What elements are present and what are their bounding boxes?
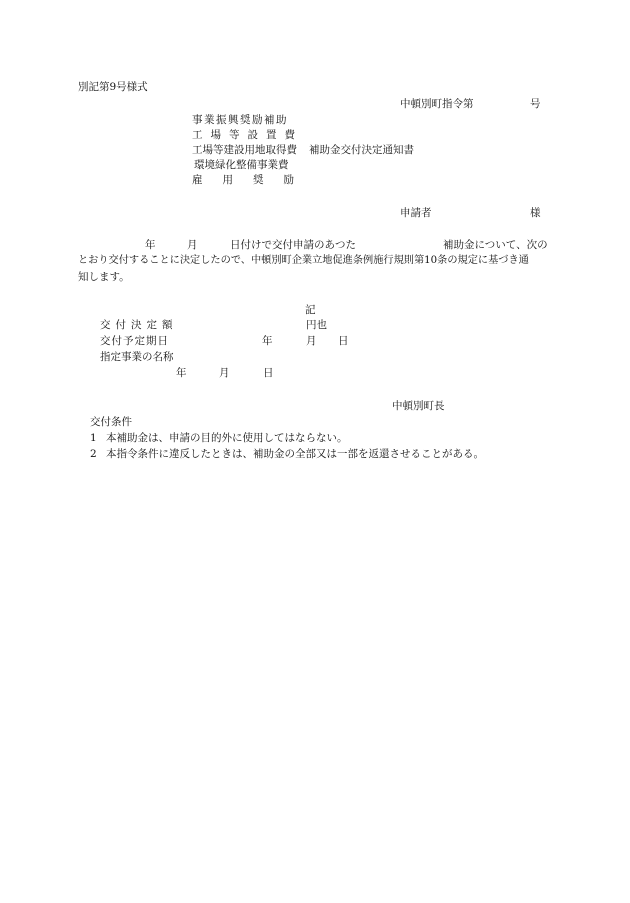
condition-2-number: 2 xyxy=(90,448,97,460)
doc-number-prefix: 中頓別町指令第 xyxy=(400,98,474,110)
amount-label: 交付決定額 xyxy=(100,319,178,331)
doc-number-suffix: 号 xyxy=(530,98,541,110)
project-label: 指定事業の名称 xyxy=(100,351,174,363)
title-line-5: 雇用奨励 xyxy=(192,174,314,186)
schedule-label: 交付予定期日 xyxy=(100,335,169,347)
condition-1-number: 1 xyxy=(90,432,97,444)
title-line-4: 環境緑化整備事業費 xyxy=(194,159,289,171)
body-line-2: とおり交付することに決定したので、中頓別町企業立地促進条例施行規則第10条の規定に基づき通 xyxy=(78,255,529,266)
schedule-month: 月 xyxy=(306,335,317,347)
body-subsidy-text: 補助金について、次の xyxy=(443,239,548,251)
applicant-label: 申請者 xyxy=(400,207,432,219)
schedule-day: 日 xyxy=(338,335,349,347)
body-date-text: 日付けで交付申請のあつた xyxy=(230,239,356,251)
document-title: 補助金交付決定通知書 xyxy=(309,144,414,156)
condition-2-text: 本指令条件に違反したときは、補助金の全部又は一部を返還させることがある。 xyxy=(106,448,484,460)
record-mark: 記 xyxy=(305,304,316,316)
issue-month: 月 xyxy=(219,367,230,379)
issuer: 中頓別町長 xyxy=(392,400,445,412)
title-line-2: 工場等設置費 xyxy=(192,129,303,141)
issue-day: 日 xyxy=(263,367,274,379)
issue-year: 年 xyxy=(176,367,187,379)
applicant-honorific: 様 xyxy=(530,207,541,219)
condition-1-text: 本補助金は、申請の目的外に使用してはならない。 xyxy=(106,432,348,444)
title-line-3: 工場等建設用地取得費 xyxy=(192,144,297,156)
conditions-heading: 交付条件 xyxy=(90,416,132,428)
title-line-1: 事業振興奨励補助 xyxy=(192,114,288,126)
body-month: 月 xyxy=(187,239,198,251)
body-year: 年 xyxy=(145,239,156,251)
form-label: 別記第9号様式 xyxy=(78,81,148,93)
schedule-year: 年 xyxy=(262,335,273,347)
body-line-3: 知します。 xyxy=(78,271,130,283)
amount-unit: 円也 xyxy=(306,319,327,331)
